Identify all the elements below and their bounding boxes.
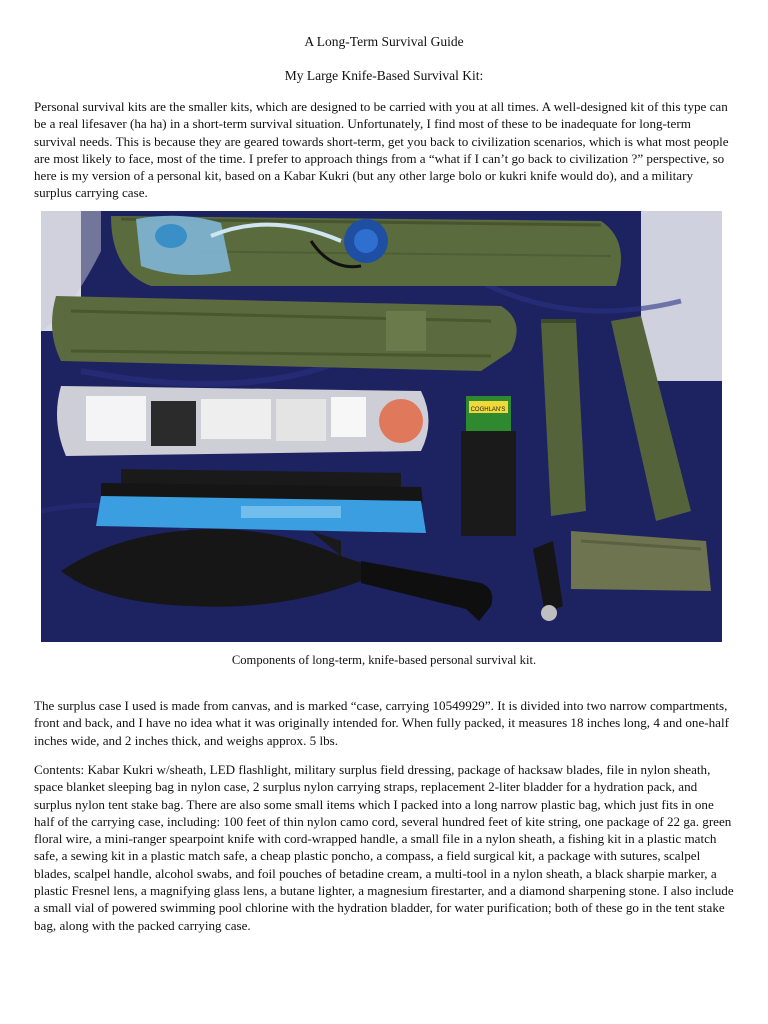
figure-caption: Components of long-term, knife-based personal survival kit.: [231, 653, 537, 667]
case-description-paragraph: The surplus case I used is made from canvas, and is marked “case, carrying 10549929”. It is divided into two narrow compartments, front and back, and I have no idea what it was originally intended for. When fully packed, it measures 18 inches long, 4 and one-half inches wide, and 2 inches thick, and weighs approx. 5 lbs.: [34, 698, 729, 748]
survival-kit-photo: [41, 211, 722, 642]
small-items-bag: [57, 386, 429, 456]
match-box-label: COGHLAN'S: [470, 407, 506, 413]
field-dressing: [571, 531, 711, 591]
contents-paragraph: Contents: Kabar Kukri w/sheath, LED flashlight, military surplus field dressing, package of hacksaw blades, file in nylon sheath, space blanket sleeping bag in nylon case, 2 surplus nylon carrying straps, replacement 2-liter bladder for a hydration pack, and surplus nylon tent stake bag. There are also some small items which I packed into a long narrow plastic bag, which just fits in one half of the carrying case, including: 100 feet of thin nylon camo cord, several hundred feet of kite string, one package of 22 ga. green floral wire, a mini-ranger spearpoint knife with cord-wrapped handle, a small file in a nylon sheath, a fishing kit in a plastic match safe, a sewing kit in a plastic match safe, a cheap plastic poncho, a compass, a field surgical kit, a package with sutures, scalpel blades, scalpel handle, alcohol swabs, and foil pouches of betadine cream, a multi-tool in a nylon sheath, a black sharpie marker, a plastic Fresnel lens, a magnifying glass lens, a butane lighter, a magnesium firestarter, and a diamond sharpening stone. I also include a small vial of powered swimming pool chlorine with the hydration bladder, for water purification; both of these go in the tent stake bag, along with the packed carrying case.: [34, 762, 734, 933]
match-safe-box: [461, 396, 516, 536]
hacksaw-blades-and-file: [96, 469, 426, 533]
document-title: A Long-Term Survival Guide: [304, 34, 464, 49]
document-subtitle: My Large Knife-Based Survival Kit:: [284, 68, 484, 83]
intro-paragraph: Personal survival kits are the smaller kits, which are designed to be carried with you at all times. A well-designed kit of this type can be a real lifesaver (ha ha) in a short-term survival situation. Unfortunately, I find most of these to be inadequate for long-term survival needs. This is because they are geared towards short-term, get you back to civilization scenarios, which is what most people are most likely to face, most of the time. I prefer to approach things from a “what if I can’t go back to civilization ?” perspective, so here is my version of a personal kit, based on a Kabar Kukri (but any other large bolo or kukri knife would do), and a military surplus carrying case.: [34, 99, 729, 201]
kukri-sheath: [52, 296, 517, 371]
